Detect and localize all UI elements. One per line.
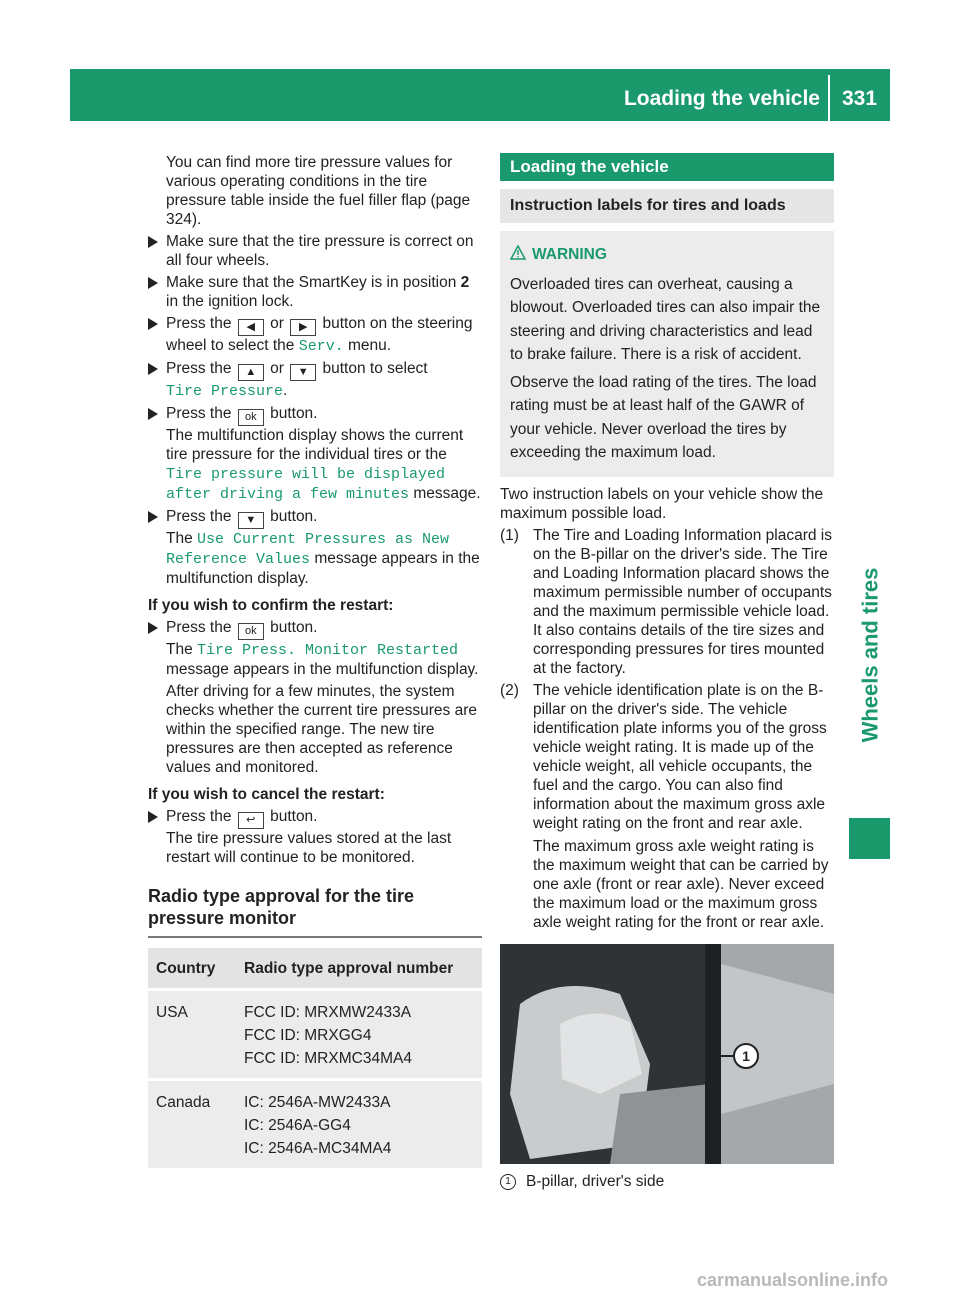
right-column — [500, 153, 834, 1191]
cancel-heading: If you wish to cancel the restart: — [148, 786, 385, 803]
header-title: Loading the vehicle — [623, 87, 820, 110]
column-header: Country — [148, 948, 236, 990]
callout-number: 1 — [500, 1174, 516, 1190]
step-arrow-icon — [148, 236, 158, 248]
step-check-pressure: Make sure that the tire pressure is correct on all four wheels. — [148, 232, 482, 270]
page-number: 331 — [842, 87, 878, 110]
labels-intro: Two instruction labels on your vehicle show the maximum possible load. — [500, 485, 824, 522]
tire-pressure-label: Tire Pressure — [166, 383, 284, 400]
header-divider — [828, 75, 830, 121]
subsection-heading: Instruction labels for tires and loads — [500, 189, 834, 223]
step-arrow-icon — [148, 811, 158, 823]
side-tab — [849, 540, 890, 770]
photo-caption: 1 B-pillar, driver's side — [500, 1172, 834, 1191]
display-message: Tire Press. Monitor Restarted — [197, 642, 459, 659]
warning-triangle-icon — [510, 244, 526, 268]
step-arrow-icon — [148, 318, 158, 330]
confirm-heading: If you wish to confirm the restart: — [148, 597, 394, 614]
approval-cell: IC: 2546A-MW2433A IC: 2546A-GG4 IC: 2546A-MC34MA4 — [236, 1080, 482, 1169]
car-interior-illustration — [500, 944, 834, 1164]
step-smartkey: Make sure that the SmartKey is in position 2 in the ignition lock. — [148, 273, 482, 311]
step-press-down: Press the ▼ button. The Use Current Pressures as New Reference Values message appears in the multifunction display. — [148, 507, 482, 588]
radio-approval-table — [148, 948, 482, 1168]
left-column — [148, 153, 482, 1168]
list-item: (2) The vehicle identification plate is on the B-pillar on the driver's side. The vehicle identification plate informs you of the gross vehicle weight rating. It is made up of the vehicle weight, all vehicle occupants, the fuel and the cargo. You can also find information about the maximum gross axle weight rating on the front and rear axle. The maximum gross axle weight rating is the maximum weight that can be carried by one axle (front or rear axle). Never exceed the maximum load or the maximum gross axle weight rating for the front or rear axle. — [500, 681, 829, 931]
right-key-icon: ▶ — [290, 319, 316, 336]
country-cell: USA — [148, 990, 236, 1080]
ok-key-icon: ok — [238, 623, 264, 640]
step-confirm: Press the ok button. The Tire Press. Monitor Restarted message appears in the multifunction display. After driving for a few minutes, the system checks whether the current tire pressures are within the specified range. The new tire pressures are then accepted as reference values and monitored. — [148, 618, 482, 777]
step-arrow-icon — [148, 277, 158, 289]
approval-cell: FCC ID: MRXMW2433A FCC ID: MRXGG4 FCC ID: MRXMC34MA4 — [236, 990, 482, 1080]
step-arrow-icon — [148, 622, 158, 634]
step-select-serv: Press the ◀ or ▶ button on the steering wheel to select the Serv. menu. — [148, 314, 482, 356]
down-key-icon: ▼ — [238, 512, 264, 529]
b-pillar-photo — [500, 944, 834, 1164]
side-tab-marker — [849, 818, 890, 859]
watermark: carmanualsonline.info — [696, 1270, 888, 1290]
back-key-icon: ↩ — [238, 812, 264, 829]
radio-approval-heading: Radio type approval for the tire pressure monitor — [148, 885, 482, 938]
left-key-icon: ◀ — [238, 319, 264, 336]
step-cancel: Press the ↩ button. The tire pressure values stored at the last restart will continue to be monitored. — [148, 807, 482, 867]
serv-menu-label: Serv. — [298, 338, 344, 355]
intro-text: You can find more tire pressure values for various operating conditions in the tire pressure table inside the fuel filler flap (page 324). — [166, 154, 471, 228]
list-item: (1) The Tire and Loading Information placard is on the B-pillar on the driver's side. The Tire and Loading Information placard shows the maximum permissible number of occupants and the maximum permissible vehicle load. It also contains details of the tire sizes and corresponding pressures for tires mounted at the factory. — [500, 526, 832, 677]
section-heading: Loading the vehicle — [500, 153, 834, 181]
step-press-ok: Press the ok button. The multifunction display shows the current tire pressure for the individual tires or the Tire pressure will be displayed after driving a few minutes message. — [148, 404, 482, 504]
warning-title: WARNING — [510, 243, 824, 267]
display-message: Use Current Pressures as New Reference Values — [166, 531, 450, 568]
step-arrow-icon — [148, 408, 158, 420]
country-cell: Canada — [148, 1080, 236, 1169]
up-key-icon: ▲ — [238, 364, 264, 381]
side-tab-label: Wheels and tires — [857, 567, 882, 743]
step-select-tire-pressure: Press the ▲ or ▼ button to select Tire Pressure. — [148, 359, 482, 401]
table-row — [148, 990, 482, 1080]
warning-text: Overloaded tires can overheat, causing a blowout. Overloaded tires can also impair the steering and driving characteristics and lead to brake failure. There is a risk of accident. — [510, 275, 821, 363]
column-header: Radio type approval number — [236, 948, 482, 990]
table-header-row — [148, 948, 482, 990]
step-arrow-icon — [148, 363, 158, 375]
step-arrow-icon — [148, 511, 158, 523]
svg-text:1: 1 — [742, 1047, 750, 1064]
warning-text: Observe the load rating of the tires. The load rating must be at least half of the GAWR of your vehicle. Never overload the tires by exceeding the maximum load. — [510, 373, 817, 461]
confirm-explanation: After driving for a few minutes, the system checks whether the current tire pressures are within the specified range. The new tire pressures are then accepted as reference values and monitored. — [166, 683, 477, 776]
ok-key-icon: ok — [238, 409, 264, 426]
table-row — [148, 1080, 482, 1169]
down-key-icon: ▼ — [290, 364, 316, 381]
page-header — [70, 69, 890, 121]
display-message: Tire pressure will be displayed after driving a few minutes — [166, 466, 446, 503]
warning-box — [500, 231, 834, 477]
